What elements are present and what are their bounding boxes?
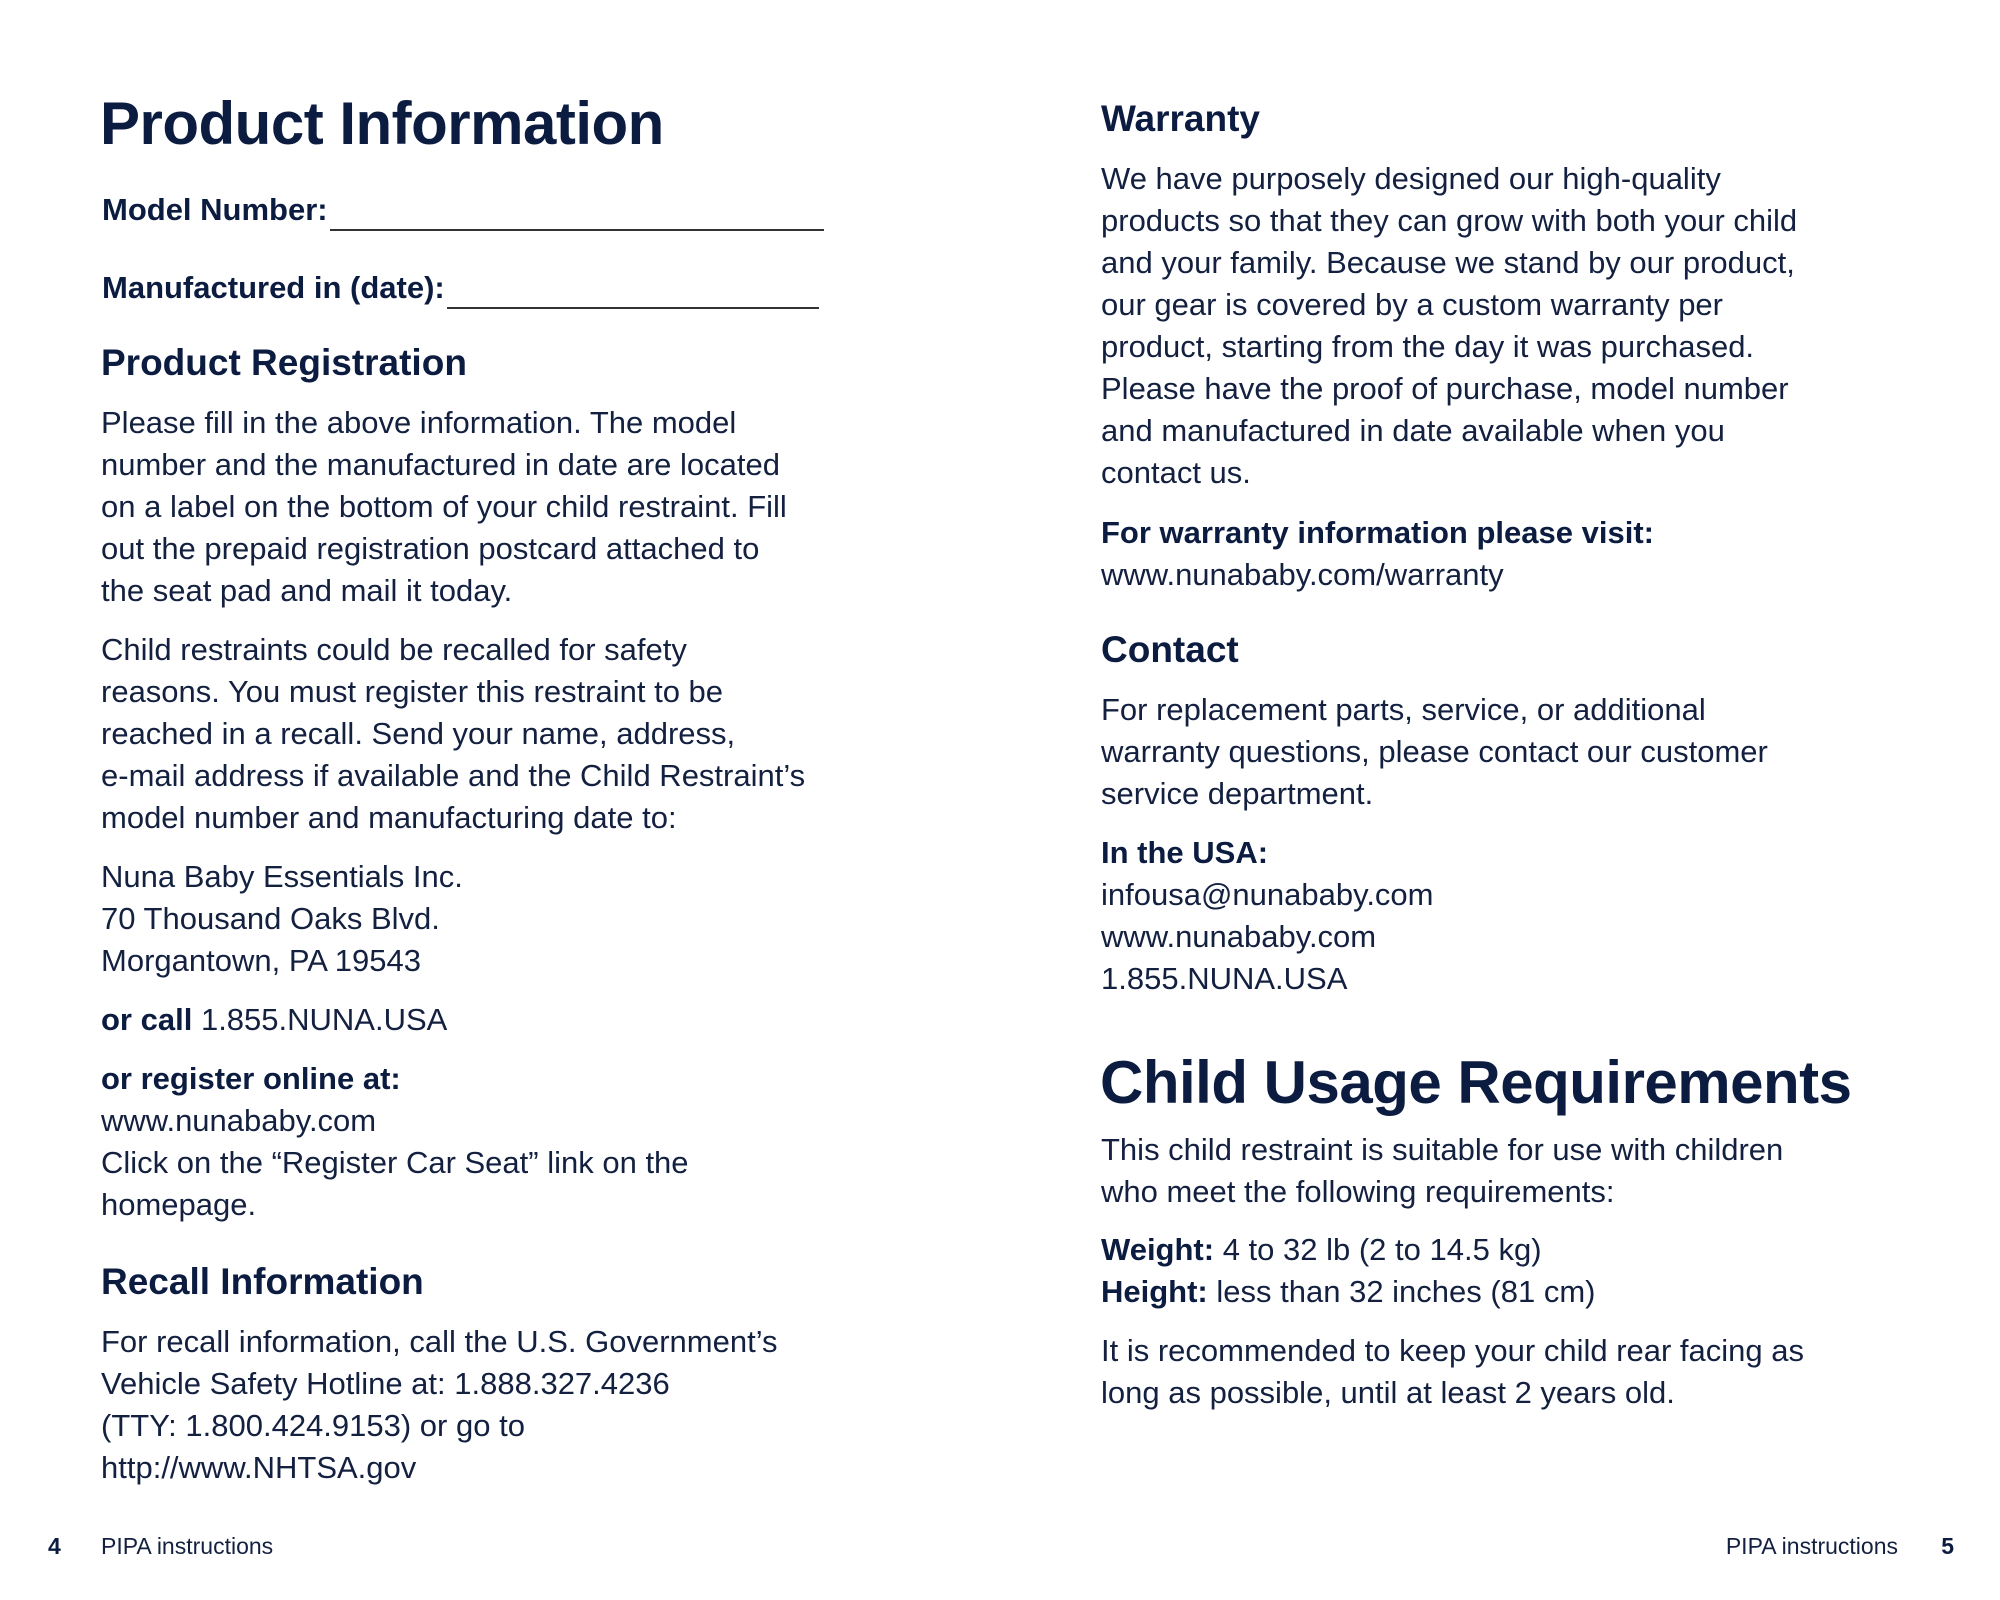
address-line: Nuna Baby Essentials Inc. — [101, 859, 463, 894]
contact-email[interactable]: infousa@nunababy.com — [1101, 877, 1434, 912]
text-line: and manufactured in date available when you — [1101, 413, 1725, 448]
model-number-field — [102, 189, 824, 231]
usage-requirements — [1101, 1229, 1595, 1313]
text-line: products so that they can grow with both your child — [1101, 203, 1798, 238]
usa-label: In the USA: — [1101, 835, 1269, 870]
product-registration-heading: Product Registration — [101, 342, 467, 383]
weight-label: Weight: — [1101, 1232, 1215, 1267]
text-line: model number and manufacturing date to: — [101, 800, 677, 835]
text-line: homepage. — [101, 1187, 257, 1222]
text-line: For recall information, call the U.S. Government’s — [101, 1324, 778, 1359]
text-line: service department. — [1101, 776, 1374, 811]
contact-website[interactable]: www.nunababy.com — [1101, 919, 1377, 954]
call-line — [101, 999, 447, 1041]
text-line: our gear is covered by a custom warranty per — [1101, 287, 1723, 322]
text-line: We have purposely designed our high-quality — [1101, 161, 1721, 196]
height-label: Height: — [1101, 1274, 1208, 1309]
usage-paragraph — [1101, 1129, 1783, 1213]
text-line: reasons. You must register this restraint to be — [101, 674, 724, 709]
model-number-label: Model Number: — [102, 192, 328, 227]
text-line: contact us. — [1101, 455, 1251, 490]
text-line: For replacement parts, service, or additional — [1101, 692, 1706, 727]
call-phone-number: 1.855.NUNA.USA — [200, 1002, 448, 1037]
manufactured-date-blank-line — [447, 277, 819, 309]
text-line: number and the manufactured in date are located — [101, 447, 781, 482]
text-line: product, starting from the day it was purchased. — [1101, 329, 1755, 364]
text-line: Please have the proof of purchase, model number — [1101, 371, 1789, 406]
text-line: on a label on the bottom of your child restraint. Fill — [101, 489, 787, 524]
page-title: Product Information — [100, 90, 664, 157]
nhtsa-link[interactable]: http://www.NHTSA.gov — [101, 1450, 417, 1485]
text-line: Vehicle Safety Hotline at: 1.888.327.4236 — [101, 1366, 670, 1401]
text-line: e-mail address if available and the Child Restraint’s — [101, 758, 806, 793]
warranty-heading: Warranty — [1101, 98, 1261, 139]
text-line: long as possible, until at least 2 years old. — [1101, 1375, 1675, 1410]
mailing-address — [101, 856, 463, 982]
register-url[interactable]: www.nunababy.com — [101, 1103, 377, 1138]
text-line: This child restraint is suitable for use with children — [1101, 1132, 1784, 1167]
warranty-url[interactable]: www.nunababy.com/warranty — [1101, 557, 1504, 592]
warranty-visit-label: For warranty information please visit: — [1101, 515, 1654, 550]
page-number-left: 4 — [48, 1533, 61, 1559]
call-label: or call — [101, 1002, 193, 1037]
text-line: who meet the following requirements: — [1101, 1174, 1615, 1209]
text-line: warranty questions, please contact our customer — [1101, 734, 1768, 769]
address-line: Morgantown, PA 19543 — [101, 943, 421, 978]
registration-paragraph-1 — [101, 402, 787, 612]
text-line: and your family. Because we stand by our product, — [1101, 245, 1795, 280]
text-line: reached in a recall. Send your name, address, — [101, 716, 736, 751]
recall-information-heading: Recall Information — [101, 1261, 424, 1302]
text-line: (TTY: 1.800.424.9153) or go to — [101, 1408, 525, 1443]
footer-right-text: PIPA instructions — [1725, 1533, 1898, 1559]
contact-phone: 1.855.NUNA.USA — [1101, 961, 1348, 996]
registration-paragraph-2 — [101, 629, 805, 839]
weight-requirement — [1101, 1229, 1595, 1271]
usa-contact — [1101, 832, 1434, 1000]
text-line: Child restraints could be recalled for safety — [101, 632, 687, 667]
text-line: Please fill in the above information. The model — [101, 405, 737, 440]
recall-paragraph — [101, 1321, 778, 1489]
manufactured-date-label: Manufactured in (date): — [102, 270, 445, 305]
warranty-paragraph — [1101, 158, 1797, 494]
height-requirement — [1101, 1271, 1595, 1313]
footer-left-text: PIPA instructions — [101, 1533, 274, 1559]
model-number-blank-line — [330, 199, 824, 231]
register-online — [101, 1058, 689, 1226]
contact-paragraph — [1101, 689, 1768, 815]
page-number-right: 5 — [1941, 1533, 1954, 1559]
text-line: Click on the “Register Car Seat” link on the — [101, 1145, 689, 1180]
text-line: It is recommended to keep your child rear facing as — [1101, 1333, 1805, 1368]
child-usage-heading: Child Usage Requirements — [1100, 1049, 1852, 1116]
address-line: 70 Thousand Oaks Blvd. — [101, 901, 440, 936]
warranty-visit — [1101, 512, 1654, 596]
register-online-label: or register online at: — [101, 1061, 401, 1096]
weight-value: 4 to 32 lb (2 to 14.5 kg) — [1222, 1232, 1542, 1267]
text-line: the seat pad and mail it today. — [101, 573, 513, 608]
height-value: less than 32 inches (81 cm) — [1216, 1274, 1596, 1309]
contact-heading: Contact — [1101, 629, 1239, 670]
rear-facing-note — [1101, 1330, 1804, 1414]
text-line: out the prepaid registration postcard attached to — [101, 531, 760, 566]
manufactured-date-field — [102, 267, 819, 309]
